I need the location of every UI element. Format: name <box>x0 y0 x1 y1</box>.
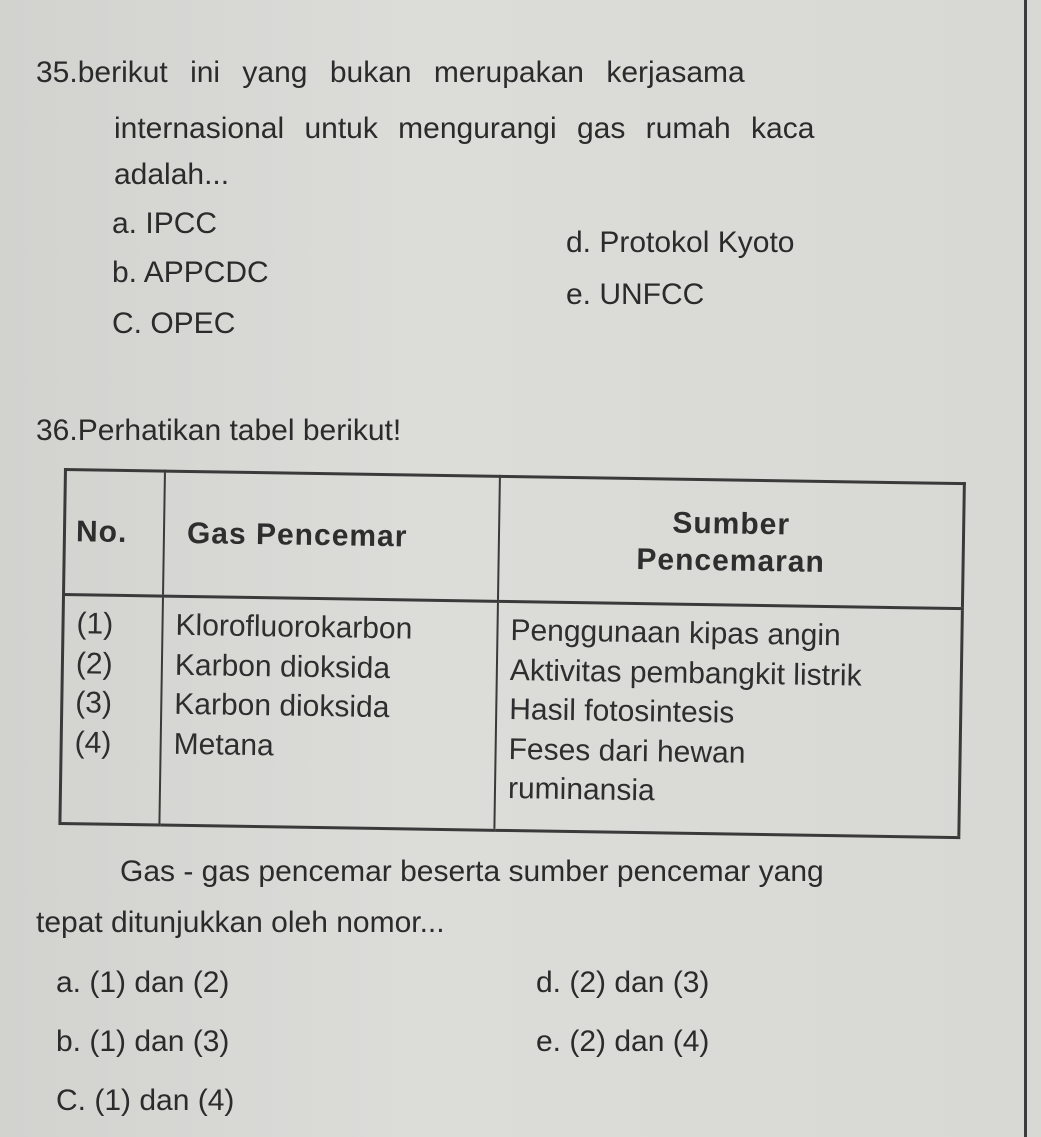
q36-prompt-line1: Gas - gas pencemar beserta sumber pencemar yang <box>120 855 824 888</box>
row-gas: Karbon dioksida <box>174 648 391 685</box>
q36-title: 36.Perhatikan tabel berikut! <box>36 414 402 447</box>
header-gas-pencemar: Gas Pencemar <box>163 471 500 601</box>
row-no: (2) <box>75 646 113 681</box>
q35-line1-text: 35.berikut ini yang bukan merupakan kerjasama <box>36 56 745 89</box>
header-source-line2: Pencemaran <box>636 543 826 579</box>
q35-text-line1 <box>36 58 745 88</box>
row-no: (3) <box>75 686 113 720</box>
row-source: Penggunaan kipas angin <box>510 614 842 653</box>
q36-option-e: e. (2) dan (4) <box>536 1025 710 1058</box>
q36-option-d: d. (2) dan (3) <box>536 966 710 999</box>
header-sumber-pencemaran <box>498 476 964 608</box>
q35-option-b: b. APPCDC <box>112 256 269 289</box>
q36-prompt-line2: tepat ditunjukkan oleh nomor... <box>36 906 445 939</box>
q35-text-line3: adalah... <box>114 158 230 191</box>
table-body-row <box>60 595 962 838</box>
row-no: (4) <box>74 725 112 760</box>
pollutant-table <box>58 468 965 839</box>
row-source-continued: ruminansia <box>507 772 655 808</box>
no-column <box>60 595 163 826</box>
q36-option-b: b. (1) dan (3) <box>56 1025 230 1058</box>
q35-option-d: d. Protokol Kyoto <box>566 226 795 259</box>
q35-text-line2: internasional untuk mengurangi gas rumah kaca <box>114 112 815 145</box>
pollutant-table-wrapper <box>58 468 965 839</box>
q36-option-a: a. (1) dan (2) <box>56 966 230 999</box>
row-source: Feses dari hewan <box>508 732 746 770</box>
q35-option-e: e. UNFCC <box>566 278 705 311</box>
header-source-line1: Sumber <box>672 506 791 541</box>
q36-option-c: C. (1) dan (4) <box>56 1084 235 1117</box>
row-no: (1) <box>76 607 114 641</box>
row-gas: Metana <box>173 727 275 763</box>
row-source: Hasil fotosintesis <box>508 693 735 730</box>
q35-option-c: C. OPEC <box>112 307 236 340</box>
gas-column <box>159 596 498 830</box>
row-gas: Klorofluorokarbon <box>175 608 413 646</box>
source-column <box>494 601 962 837</box>
row-source: Aktivitas pembangkit listrik <box>509 653 862 693</box>
row-gas: Karbon dioksida <box>174 687 390 725</box>
q35-option-a: a. IPCC <box>112 207 218 240</box>
page-edge-line <box>1024 0 1027 1137</box>
header-no: No. <box>64 470 165 597</box>
table-header-row <box>64 470 965 609</box>
